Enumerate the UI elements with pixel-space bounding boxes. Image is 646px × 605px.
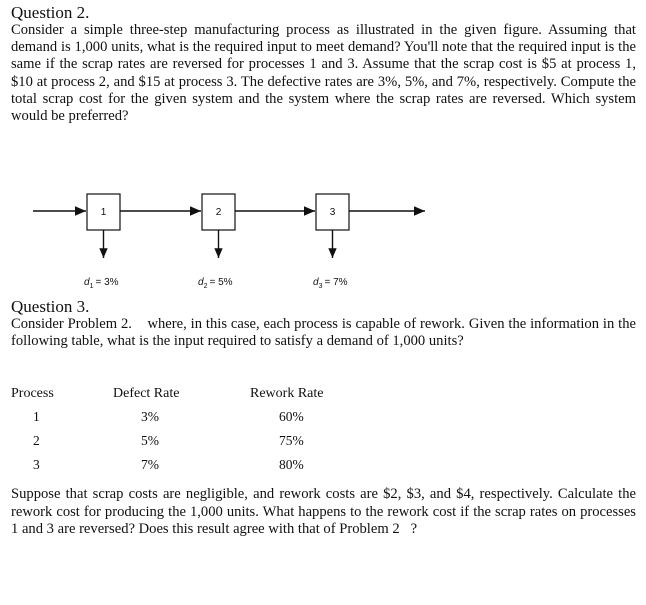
question-3-intro-a: Consider Problem 2. [11,316,132,332]
table-cell-rework-3: 80% [279,457,304,472]
question-3-closing-text: Suppose that scrap costs are negligible, and rework costs are $2, $3, and $4, respectively. Calculate the rework cost for producing the 1,000 units. What happens to the rework cost if the scrap rates on processes 1 and 3 are reversed? Does this result agree with that of Problem 2 [11,486,636,538]
table-cell-process-1: 1 [33,409,40,424]
table-header-rework-rate: Rework Rate [250,386,324,401]
process-label-1: 1 [100,207,107,218]
question-2-heading: Question 2. [11,3,90,22]
question-3-closing-end: ? [410,521,418,538]
question-3-closing [11,486,636,539]
question-3-intro-b: where, in this case, each process is capable of rework. Given the information in the following table, what is the input required to satisfy a demand of 1,000 units? [11,316,636,350]
defect-label-3: $d_3 = 7\%$ [313,277,348,290]
process-label-2: 2 [215,207,222,218]
table-header-defect-rate: Defect Rate [113,386,180,401]
defect-label-1: $d_1 = 3\%$ [84,277,119,290]
question-3-heading: Question 3. [11,297,90,316]
process-label-3: 3 [329,207,336,218]
process-flow-diagram [0,190,646,298]
table-cell-rework-1: 60% [279,409,304,424]
table-cell-defect-3: 7% [141,457,159,472]
table-header-process: Process [11,386,54,401]
table-cell-process-2: 2 [33,433,40,448]
table-cell-defect-1: 3% [141,409,159,424]
question-2-body: Consider a simple three-step manufacturing process as illustrated in the given figure. Assuming that demand is 1,000 units, what is the required input to meet demand? You'll note that the required input is the same if the scrap rates are reversed for processes 1 and 3. Assume that the scrap cost is $5 at process 1, $10 at process 2, and $15 at process 3. The defective rates are 3%, 5%, and 7%, respectively. Compute the total scrap cost for the given system and the system where the scrap rates are reversed. Which system would be preferred? [11,22,636,125]
table-cell-defect-2: 5% [141,433,159,448]
table-cell-process-3: 3 [33,457,40,472]
table-cell-rework-2: 75% [279,433,304,448]
question-3-intro [11,316,636,350]
defect-label-2: $d_2 = 5\%$ [198,277,233,290]
